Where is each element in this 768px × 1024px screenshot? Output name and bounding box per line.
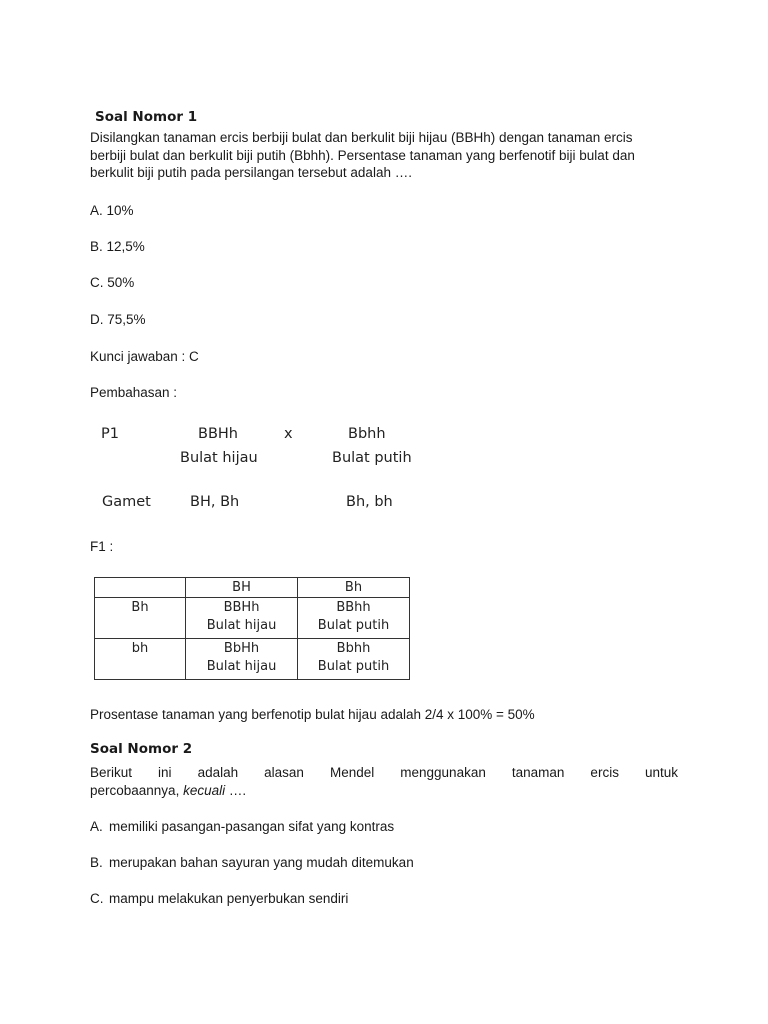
q1-question-line: Disilangkan tanaman ercis berbiji bulat dan berkulit biji hijau (BBHh) dengan tanaman ercis [90,130,633,145]
p1-label: P1 [101,426,119,442]
table-cell [186,598,298,639]
q2-option-a [90,818,394,835]
row-header: bh [95,639,186,680]
cell-genotype: BbHh [223,641,260,656]
table-cell [298,598,410,639]
parent1-gametes: BH, Bh [190,494,240,510]
col-header: Bh [298,578,410,598]
q2-question-italic: kecuali [183,782,226,798]
table-corner-cell [95,578,186,598]
parent2-phenotype: Bulat putih [332,450,412,466]
option-text: merupakan bahan sayuran yang mudah ditemukan [109,855,414,870]
parent1-genotype: BBHh [198,426,238,442]
table-row [95,598,410,639]
cell-phenotype: Bulat putih [317,618,390,633]
cell-phenotype: Bulat hijau [206,659,277,674]
cell-genotype: BBhh [336,600,371,615]
q1-discussion-label: Pembahasan : [90,385,178,400]
q1-question-line: berbiji bulat dan berkulit biji putih (Bbhh). Persentase tanaman yang berfenotif biji bulat dan [90,147,635,163]
q1-question-line: berkulit biji putih pada persilangan tersebut adalah …. [90,165,412,180]
f1-punnett-table [94,577,410,680]
q2-option-b [90,854,414,871]
parent1-phenotype: Bulat hijau [180,450,258,466]
q1-option-b: B. 12,5% [90,239,145,254]
table-cell [298,639,410,680]
cell-genotype: BBHh [223,600,260,615]
cross-symbol: x [284,426,293,442]
col-header: BH [186,578,298,598]
parent2-gametes: Bh, bh [346,494,393,510]
gamet-label: Gamet [102,494,151,510]
option-text: memiliki pasangan-pasangan sifat yang kontras [109,819,395,834]
q1-option-d: D. 75,5% [90,312,146,327]
q1-question [90,129,678,182]
q1-option-c: C. 50% [90,275,135,290]
cell-phenotype: Bulat hijau [206,618,277,633]
option-letter: B. [90,855,103,870]
parent2-genotype: Bbhh [348,426,386,442]
option-text: mampu melakukan penyerbukan sendiri [109,891,349,906]
cell-genotype: Bbhh [336,641,371,656]
q1-conclusion: Prosentase tanaman yang berfenotip bulat hijau adalah 2/4 x 100% = 50% [90,707,535,722]
q2-option-c [90,890,348,907]
q1-option-a: A. 10% [90,203,134,218]
q2-question-prefix: percobaannya, [90,782,184,798]
q2-question-line [90,782,678,800]
option-letter: C. [90,891,104,906]
row-header: Bh [95,598,186,639]
q2-question [90,764,678,799]
table-header-row [95,578,410,598]
q1-answer-key: Kunci jawaban : C [90,349,199,364]
q1-heading: Soal Nomor 1 [95,109,198,125]
q2-question-suffix: …. [225,782,247,798]
table-cell [186,639,298,680]
q2-question-line: Berikut ini adalah alasan Mendel menggunakan tanaman ercis untuk [90,765,678,780]
cell-phenotype: Bulat putih [317,659,390,674]
f1-label: F1 : [90,539,114,554]
table-row [95,639,410,680]
option-letter: A. [90,819,103,834]
q2-heading: Soal Nomor 2 [90,741,193,757]
